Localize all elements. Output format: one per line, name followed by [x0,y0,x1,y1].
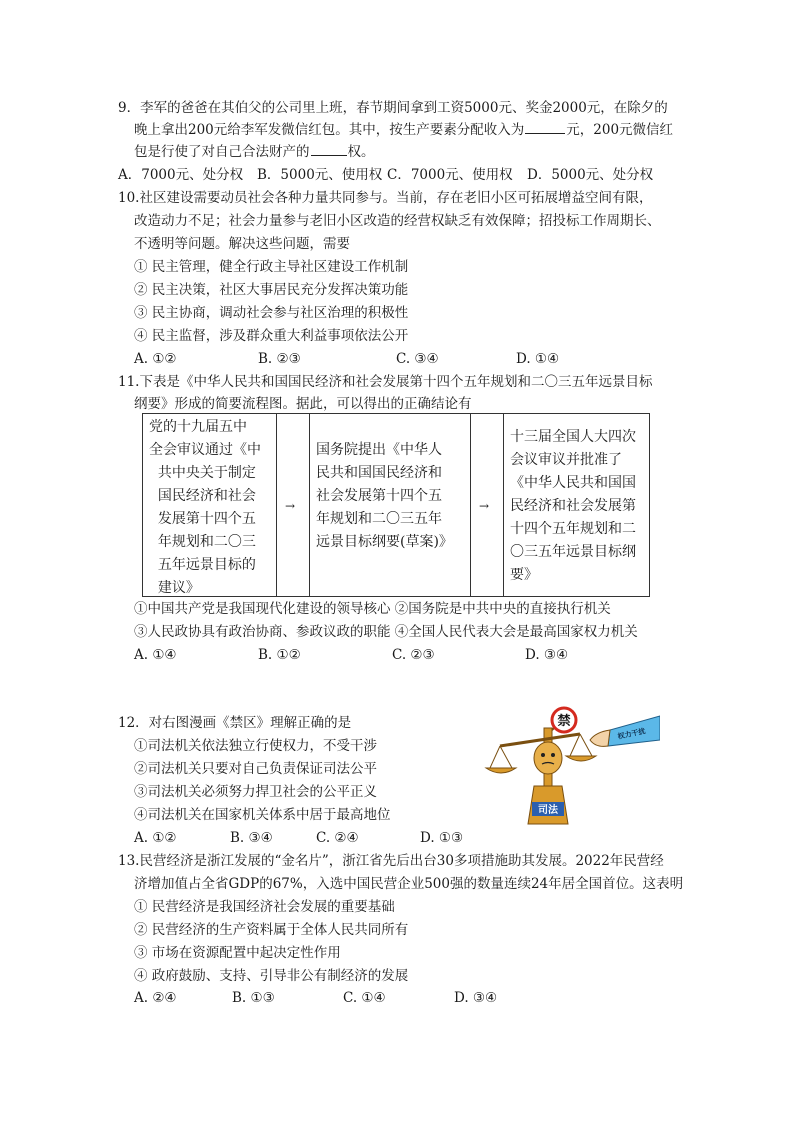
q9-option-a[interactable]: A．7000元、处分权 [118,167,244,183]
intruding-hand [590,730,610,746]
scale-face [534,742,562,774]
q10-item-3: ③ 民主协商，调动社会参与社区治理的积极性 [134,305,409,321]
forbidden-sign-text: 禁 [557,714,571,729]
q10-item-1: ① 民主管理，健全行政主导社区建设工作机制 [134,259,409,275]
scale-pan-right [566,756,596,761]
answer-blank-2[interactable] [311,143,347,156]
q12-item-4: ④司法机关在国家机关体系中居于最高地位 [134,807,391,823]
q10-option-a[interactable]: A. ①② [134,351,177,367]
q13-option-a[interactable]: A. ②④ [134,990,177,1006]
q9-option-d[interactable]: D．5000元、处分权 [527,167,654,183]
q12-option-b[interactable]: B. ③④ [230,830,273,846]
flow-box-2-text: 国务院提出《中华人 民共和国国民经济和 社会发展第十四个五 年规划和二〇三五年 远景目标纲要(草案)》 [316,442,453,550]
q13-item-4: ④ 政府鼓励、支持、引导非公有制经济的发展 [134,968,409,984]
arrow-right-icon: → [285,499,296,513]
q11-items-line-1: ①中国共产党是我国现代化建设的领导核心 ②国务院是中共中央的直接执行机关 [134,601,611,617]
q10-item-4: ④ 民主监督，涉及群众重大利益事项依法公开 [134,328,409,344]
q12-option-a[interactable]: A. ①② [134,830,177,846]
q13-line-2: 济增加值占全省GDP的67%，入选中国民营企业500强的数量连续24年居全国首位。这表明 [134,876,684,892]
q10-option-d[interactable]: D. ①④ [516,351,560,367]
q13-line-1: 13.民营经济是浙江发展的“金名片”，浙江省先后出台30多项措施助其发展。2022年民营经 [118,853,664,869]
base-label: 司法 [538,805,558,816]
q13-item-1: ① 民营经济是我国经济社会发展的重要基础 [134,899,395,915]
q9-line-3-text: 包是行使了对自己合法财产的 [134,144,310,160]
flow-box-1 [143,414,277,597]
q9-line-2 [134,121,673,139]
q12-option-c[interactable]: C. ②④ [316,830,359,846]
flow-arrow-1 [277,414,310,597]
q11-option-d[interactable]: D. ③④ [525,647,569,663]
q12-title: 12．对右图漫画《禁区》理解正确的是 [118,715,352,731]
q12-item-1: ①司法机关依法独立行使权力，不受干涉 [134,738,377,754]
q11-line-1: 11.下表是《中华人民共和国国民经济和社会发展第十四个五年规划和二〇三五年远景目标 [118,374,653,390]
q12-option-d[interactable]: D. ①③ [420,830,464,846]
arrow-right-icon: → [479,499,490,513]
q11-option-b[interactable]: B. ①② [258,647,301,663]
q10-line-2: 改造动力不足；社会力量参与老旧小区改造的经营权缺乏有效保障；招投标工作周期长、 [134,213,661,229]
flow-box-1-text: 党的十九届五中 全会审议通过《中 共中央关于制定 国民经济和社会 发展第十四个五 年规划和二〇三 五年远景目标的 建议》 [149,419,261,596]
q13-option-b[interactable]: B. ①③ [232,990,275,1006]
q12-item-3: ③司法机关必须努力捍卫社会的公平正义 [134,784,377,800]
q9-line-3-tail: 权。 [347,144,375,160]
q10-option-c[interactable]: C. ③④ [396,351,439,367]
q10-option-b[interactable]: B. ②③ [258,351,301,367]
q11-option-a[interactable]: A. ①④ [134,647,177,663]
cartoon-forbidden-zone [480,706,660,826]
q9-option-b[interactable]: B．5000元、使用权 [257,167,383,183]
scale-beam [500,734,580,746]
sleeve-label: 权力干扰 [617,727,647,741]
q12-item-2: ②司法机关只要对自己负责保证司法公平 [134,761,377,777]
q13-option-d[interactable]: D. ③④ [454,990,498,1006]
answer-blank-1[interactable] [525,121,565,134]
flow-box-3-text: 十三届全国人大四次 会议审议并批准了 《中华人民共和国国 民经济和社会发展第 十四个五年规划和二 〇三五年远景目标纲 要》 [510,429,636,583]
q9-option-c[interactable]: C．7000元、使用权 [387,167,513,183]
q11-line-2: 纲要》形成的简要流程图。据此，可以得出的正确结论有 [134,396,472,412]
flow-arrow-2 [471,414,504,597]
q10-line-3: 不透明等问题。解决这些问题，需要 [134,236,350,252]
q13-option-c[interactable]: C. ①④ [343,990,386,1006]
q9-line-1: 9．李军的爸爸在其伯父的公司里上班，春节期间拿到工资5000元、奖金2000元，在除夕的 [118,100,668,116]
flow-box-2 [310,414,471,597]
q11-items-line-2: ③人民政协具有政治协商、参政议政的职能 ④全国人民代表大会是最高国家权力机关 [134,624,638,640]
flow-box-3 [504,414,650,597]
flowchart-table [142,413,650,597]
q13-item-3: ③ 市场在资源配置中起决定性作用 [134,945,341,961]
q9-line-3 [134,143,375,161]
q11-option-c[interactable]: C. ②③ [392,647,435,663]
q9-line-2-tail: 元，200元微信红 [566,122,674,138]
q10-line-1: 10.社区建设需要动员社会各种力量共同参与。当前，存在老旧小区可拓展增益空间有限， [118,190,653,206]
scale-pan-left [486,768,516,773]
q13-item-2: ② 民营经济的生产资料属于全体人民共同所有 [134,922,409,938]
q10-item-2: ② 民主决策，社区大事居民充分发挥决策功能 [134,282,409,298]
q9-line-2-text: 晚上拿出200元给李军发微信红包。其中，按生产要素分配收入为 [134,122,525,138]
